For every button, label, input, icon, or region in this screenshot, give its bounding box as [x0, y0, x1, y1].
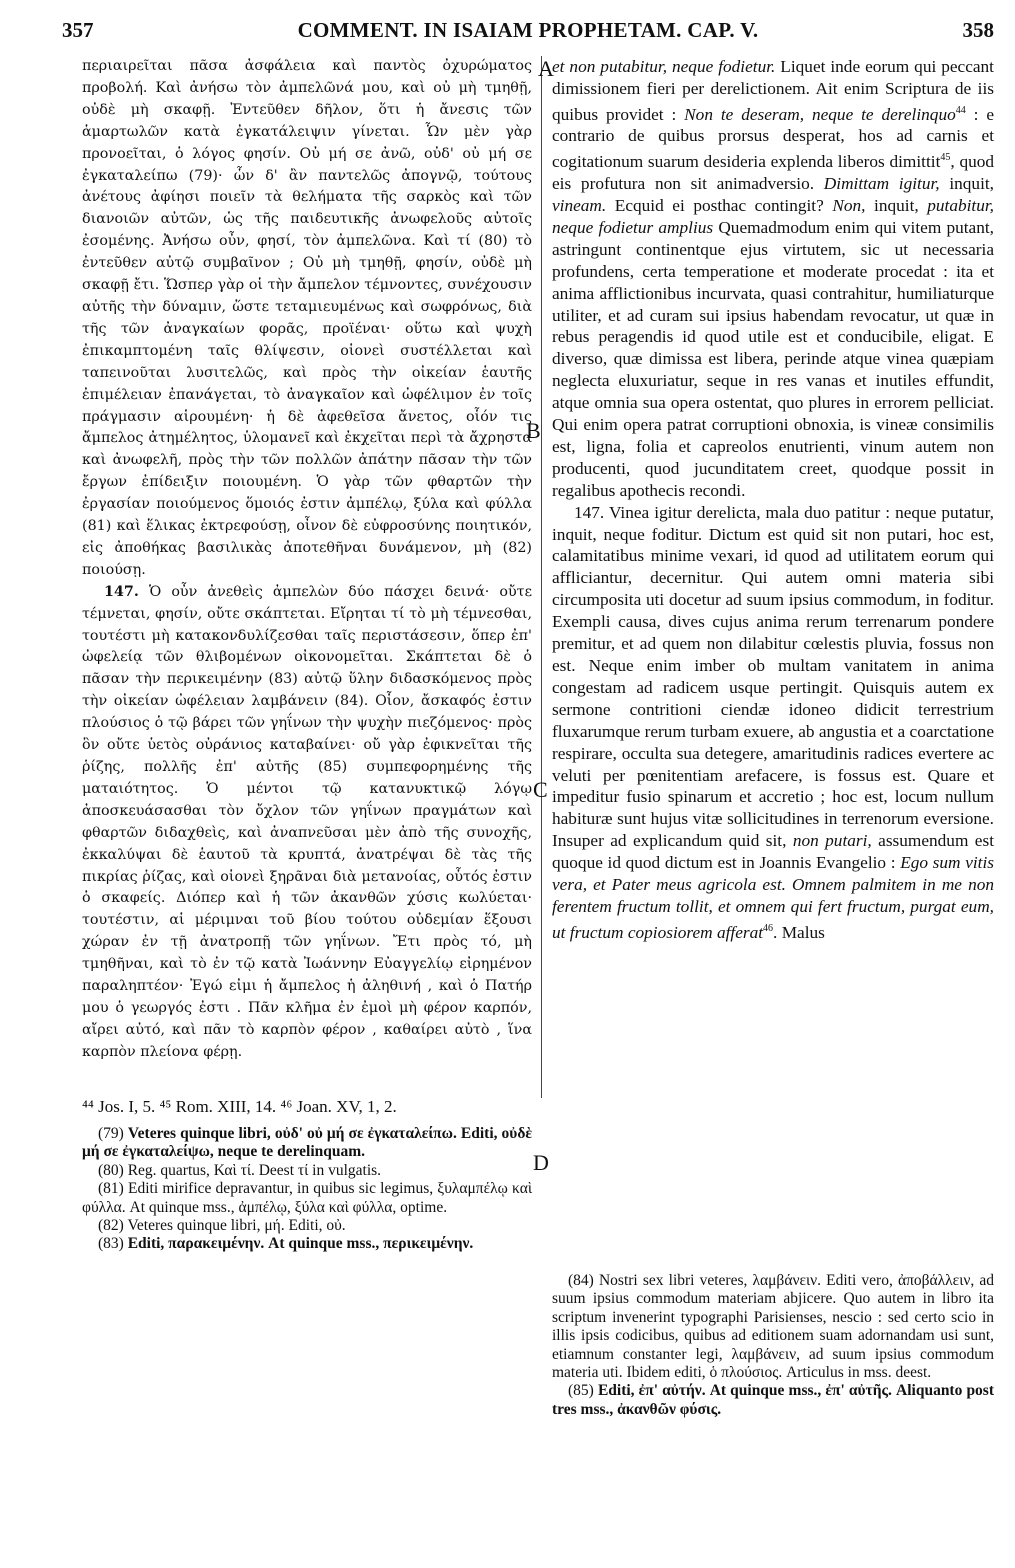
latin-text: Liquet inde eorum qui peccant dimissionem fieri per derelictionem. Ait enim Scriptura de iis quibus providet :: [552, 57, 994, 124]
footnote-text: Nostri sex libri veteres, λαμβάνειν. Editi vero, ἀποβάλλειν, ad suum ipsius commodum materiam abjicere. Quo autem in libro ita scriptum invenerint typographi Parisienses, nescio : sed certo scio in illis ipsis codicibus, quibus ad editionem suam adornandam usi sunt, etiamnum constanter legi, λαμβάνειν, ad suum ipsius commodum materia uti. Ibidem editi, ὁ πλούσιος. Articulus in mss. deest.: [552, 1272, 995, 1382]
latin-text: , quod eis profutura non sit animadversio.: [552, 152, 995, 194]
scripture-references: ⁴⁴ Jos. I, 5. ⁴⁵ Rom. XIII, 14. ⁴⁶ Joan. XV, 1, 2.: [82, 1097, 397, 1116]
latin-text: Ecquid ei posthac contingit?: [606, 195, 833, 215]
footnote-number: (83): [98, 1235, 124, 1253]
greek-column: [82, 56, 532, 1064]
latin-italic: non putari,: [792, 831, 872, 851]
latin-text: inquit,: [939, 174, 994, 194]
latin-text: inquit,: [865, 195, 928, 215]
footnote: [552, 1382, 994, 1419]
footnote-number: (80): [98, 1161, 124, 1179]
page-number-right: 358: [962, 18, 994, 42]
column-divider: [541, 56, 542, 1098]
latin-text: Quemadmodum enim qui vitem putant, astringunt continentque ejus virtutem, sic ut necessaria profundens, certa temperatione et moderate procedat : ita et anima afflictionibus incurvata, quasi contrahitur, humiliaturque utiliter, et ad curam sui ipsius habendam revocatur, ut quæ in rebus peragendis id quod utile est et conducibile, eligat. E diverso, quæ dimissa est libera, perinde atque vinea quæpiam neglecta eluxuriatur, seque in res vanas et inutiles effundit, atque omnia sua opera ostentat, quo plures in errorem pelliciat. Qui enim opera patrat corruptioni obnoxia, is vineæ consimilis est, ligna, folia et capreolos enutrienti, vinum autem non producenti, quod jucunditatem creet, quodque possit in regalibus apothecis recondi.: [552, 217, 994, 500]
footnote: [82, 1162, 532, 1180]
footnote-text: Editi, παρακειμένην. At quinque mss., περικειμένην.: [127, 1235, 474, 1253]
margin-marker-b: B: [526, 418, 541, 443]
latin-italic: vineam.: [552, 195, 607, 215]
greek-paragraph-147: [82, 582, 532, 1064]
footnote-number: (82): [98, 1217, 124, 1235]
footnote: [82, 1217, 532, 1235]
footnote-number: (79): [98, 1125, 124, 1142]
footnote: [82, 1235, 532, 1253]
footnote: [552, 1272, 994, 1382]
margin-marker-d: D: [533, 1150, 549, 1175]
latin-text: assumendum est quoque id quod dictum est in Joannis Evangelio :: [552, 831, 994, 873]
greek-paragraph-1: περιαιρεῖται πᾶσα ἀσφάλεια καὶ παντὸς ὀχυρώματος προβολή. Καὶ ἀνήσω τὸν ἀμπελῶνά μου, καὶ οὐ μὴ τμηθῇ, οὐδὲ μὴ σκαφῇ. Ἐντεῦθεν δῆλον, ὅτι ἡ ἄνεσις τῶν ἁμαρτωλῶν κατὰ ἐγκατάλειψιν γίνεται. Ὧν μὲν γὰρ προνοεῖται, ὁ λόγος φησίν. Οὐ μή σε ἀνῶ, οὐδ' οὐ μή σε ἐγκαταλείπω (79)· ὧν δ' ἂν παντελῶς ἀπογνῷ, τούτους ἀνέτους ἀφίησι ποιεῖν τὰ θελήματα τῆς σαρκὸς καὶ τῶν διανοιῶν αὐτῶν, ὡς τῆς παιδευτικῆς ἀνωφελοῦς αὐτοῖς ἐσομένης. Ἀνήσω οὖν, φησί, τὸν ἀμπελῶνα. Καὶ τί (80) τὸ ἐντεῦθεν αὐτῷ συμβαῖνον ; Οὐ μὴ τμηθῇ, φησίν, οὐδὲ μὴ σκαφῇ ἔτι. Ὥσπερ γὰρ οἱ τὴν ἄμπελον τέμνοντες, συνέχουσιν αὐτῆς τὴν δύναμιν, ὥστε τεταμιευμένως καὶ σωφρόνως, διὰ τῆς τῶν ἀναγκαίων φορᾶς, προϊέναι· οὕτω καὶ ψυχὴ ἐπικαμπτομένη ταῖς θλίψεσιν, οἱονεὶ συστέλλεται καὶ ταπεινοῦται λυσιτελῶς, καὶ πρὸς τὴν οἰκείαν ἑαυτῆς ἐπιμέλειαν ἐπανάγεται, τὸ ἀναγκαῖον καὶ ὠφέλιμον ἐν τοῖς πράγμασιν αἱρουμένη· ἡ δὲ ἀφεθεῖσα ἄνετος, οἷόν τις ἄμπελος ἀτημέλητος, ὑλομανεῖ καὶ ἐκχεῖται περὶ τὰ ἄχρηστα καὶ ἀνωφελῆ, πρὸς τὴν τῶν πολλῶν ἀπάτην πᾶσαν τὴν τῶν ἔργων ἐπίδειξιν ποιουμένη. Ὁ γὰρ τῶν φθαρτῶν τὴν ἐργασίαν ποιούμενος ὅμοιός ἐστιν ἀμπέλῳ, ξύλα καὶ φύλλα (81) καὶ ἕλικας ἐκτρεφούσῃ, οἶνον δὲ εὐφροσύνης ποιητικόν, εἰς ἀποθήκας βασιλικὰς ἀποτεθῆναι δυνάμενον, μὴ (82) ποιούσῃ.: [82, 58, 532, 578]
latin-italic: Dimittam igitur,: [823, 174, 940, 194]
footnote-text: Editi, ἐπ' αὐτήν. At quinque mss., ἐπ' αὐτῆς. Aliquanto post tres mss., ἀκανθῶν φύσις.: [552, 1382, 995, 1418]
footnote-ref-45: 45: [940, 152, 951, 164]
latin-text: Vinea igitur derelicta, mala duo patitur : neque putatur, inquit, neque foditur. Dictum est quid sit non putari, hoc est, calamitatibus minime vexari, id quod ad utilitatem eorum qui affliciantur, decernitur. Qui autem omni materia sibi circumposita uti docetur ad suum ipsius commodum, in foditur. Exempli causa, dives cujus anima rerum terrenarum pondere premitur, et ad quem non dilabitur cœlestis pluvia, fossus non est. Neque enim imber ob multam vanitatem in anima congestam ad radicem usque pertingit. Quisquis autem ex sermone contritioni ciendæ idoneo didicit terrestrium fluxarumque rerum turbam exuere, ab angustia et a coarctatione respirare, occulta sua detegere, amaritudinis radices evertere ac veluti per pœnitentiam arefacere, is fossus est. Quare et impeditur fusio spinarum et accretio ; hoc est, locum nullum habituræ sunt hujus vitæ sollicitudines in terrenorum eversione. Insuper ad explicandum quid sit,: [552, 502, 994, 851]
footnote-text: Reg. quartus, Καὶ τί. Deest τί in vulgatis.: [127, 1161, 382, 1179]
paragraph-number: 147.: [574, 502, 605, 522]
latin-text: . Malus: [773, 922, 825, 942]
latin-column: [552, 56, 994, 944]
footnote-ref-44: 44: [955, 104, 966, 116]
margin-marker-a: A: [538, 56, 554, 81]
footnote-text: Veteres quinque libri, οὐδ' οὐ μή σε ἐγκαταλείπω. Editi, οὐδὲ μή σε ἐγκαταλείψω, neque te derelinquam.: [82, 1125, 533, 1161]
footnotes-right: [552, 1272, 994, 1419]
latin-quote: Non te deseram, neque te derelinquo: [684, 104, 956, 124]
latin-quote: Ego sum vitis vera, et Pater meus agricola est. Omnem palmitem in me non ferentem fructum tollit, et omnem qui fert fructum, purgat eum, ut fructum copiosiorem afferat: [552, 853, 994, 942]
latin-italic: putabitur, neque fodietur amplius: [552, 195, 994, 237]
margin-marker-c: C: [533, 777, 548, 802]
footnote-number: (85): [568, 1382, 594, 1400]
latin-text: : e contrario de quibus prorsus desperat, hos ad carnis et cogitationum suarum desideria explenda liberos dimittit: [552, 104, 994, 172]
footnote-text: Editi mirifice depravantur, in quibus sic legimus, ξυλαμπέλῳ καὶ φύλλα. At quinque mss., ἀμπέλῳ, ξύλα καὶ φύλλα, optime.: [82, 1180, 533, 1216]
footnote: [82, 1125, 532, 1162]
footnote-text: Veteres quinque libri, μή. Editi, οὐ.: [127, 1217, 346, 1235]
footnote-number: (81): [98, 1180, 124, 1198]
page-header: [62, 18, 994, 46]
latin-paragraph-147: [552, 502, 994, 944]
page-number-left: 357: [62, 18, 94, 42]
latin-paragraph-1: [552, 56, 994, 502]
latin-italic: Non,: [832, 195, 866, 215]
footnote-number: (84): [568, 1272, 594, 1289]
footnote-ref-46: 46: [763, 922, 774, 934]
footnotes-left: [82, 1125, 532, 1254]
paragraph-number: 147.: [104, 583, 139, 600]
footnote: [82, 1180, 532, 1217]
running-title: COMMENT. IN ISAIAM PROPHETAM. CAP. V.: [297, 18, 759, 42]
latin-italic: et non putabitur, neque fodietur.: [552, 57, 776, 76]
greek-paragraph-147-text: Ὁ οὖν ἀνεθεὶς ἀμπελὼν δύο πάσχει δεινά· οὔτε τέμνεται, φησίν, οὔτε σκάπτεται. Εἴρηται τί τὸ μὴ τέμνεσθαι, τουτέστι μὴ κατακονδυλίζεσθαι ταῖς περιστάσεσιν, ὅπερ ἐπ' ὠφελείᾳ τῶν θλιβομένων οἰκονομεῖται. Σκάπτεται δὲ ὁ πᾶσαν τὴν περικειμένην (83) αὐτῷ ὕλην διδασκόμενος πρὸς τὴν οἰκείαν ὠφέλειαν λαμβάνειν (84). Οἷον, ἄσκαφός ἐστιν πλούσιος ὁ τῷ βάρει τῶν γηΐνων τὴν ψυχὴν πιεζόμενος· πρὸς ὃν οὔτε ὑετὸς οὐράνιος καταβαίνει· οὔ γὰρ ἐφικνεῖται τῆς ῥίζης, πολλῆς ἐπ' αὐτῆς (85) συμπεφορημένης τῆς ματαιότητος. Ὁ μέντοι τῷ κατανυκτικῷ λόγῳ ἀποσκευάσασθαι τὸν ὄχλον τῶν γηΐνων πραγμάτων καὶ φθαρτῶν διδαχθεὶς, καὶ ἀναπνεῦσαι μὲν ἀπὸ τῆς συνοχῆς, ἐκκαλύψαι δὲ ἑαυτοῦ τὰ κρυπτά, ἀνατρέψαι δὲ τὰς τῆς πικρίας ῥίζας, καὶ οἱονεὶ ξηρᾶναι διὰ μετανοίας, οὗτός ἐστιν ὁ σκαφείς. Διόπερ καὶ ἡ τῶν ἀκανθῶν χύσις κωλύεται· τουτέστιν, αἱ μέριμναι τοῦ βίου τούτου οὐδεμίαν ἕξουσι χώραν ἐν τῇ ἀνατροπῇ τῶν γηΐνων. Ἔτι πρὸς τό, μὴ τμηθῆναι, καὶ τὸ ἐν τῷ κατὰ Ἰωάννην Εὐαγγελίῳ εἰρημένον παραληπτέον· Ἐγώ εἰμι ἡ ἄμπελος ἡ ἀληθινή , καὶ ὁ Πατήρ μου ὁ γεωργός ἐστι . Πᾶν κλῆμα ἐν ἐμοὶ μὴ φέρον καρπόν, αἴρει αὐτό, καὶ πᾶν τὸ καρπὸν φέρον , καθαίρει αὐτὸ , ἵνα καρπὸν πλείονα φέρῃ.: [82, 583, 532, 1060]
